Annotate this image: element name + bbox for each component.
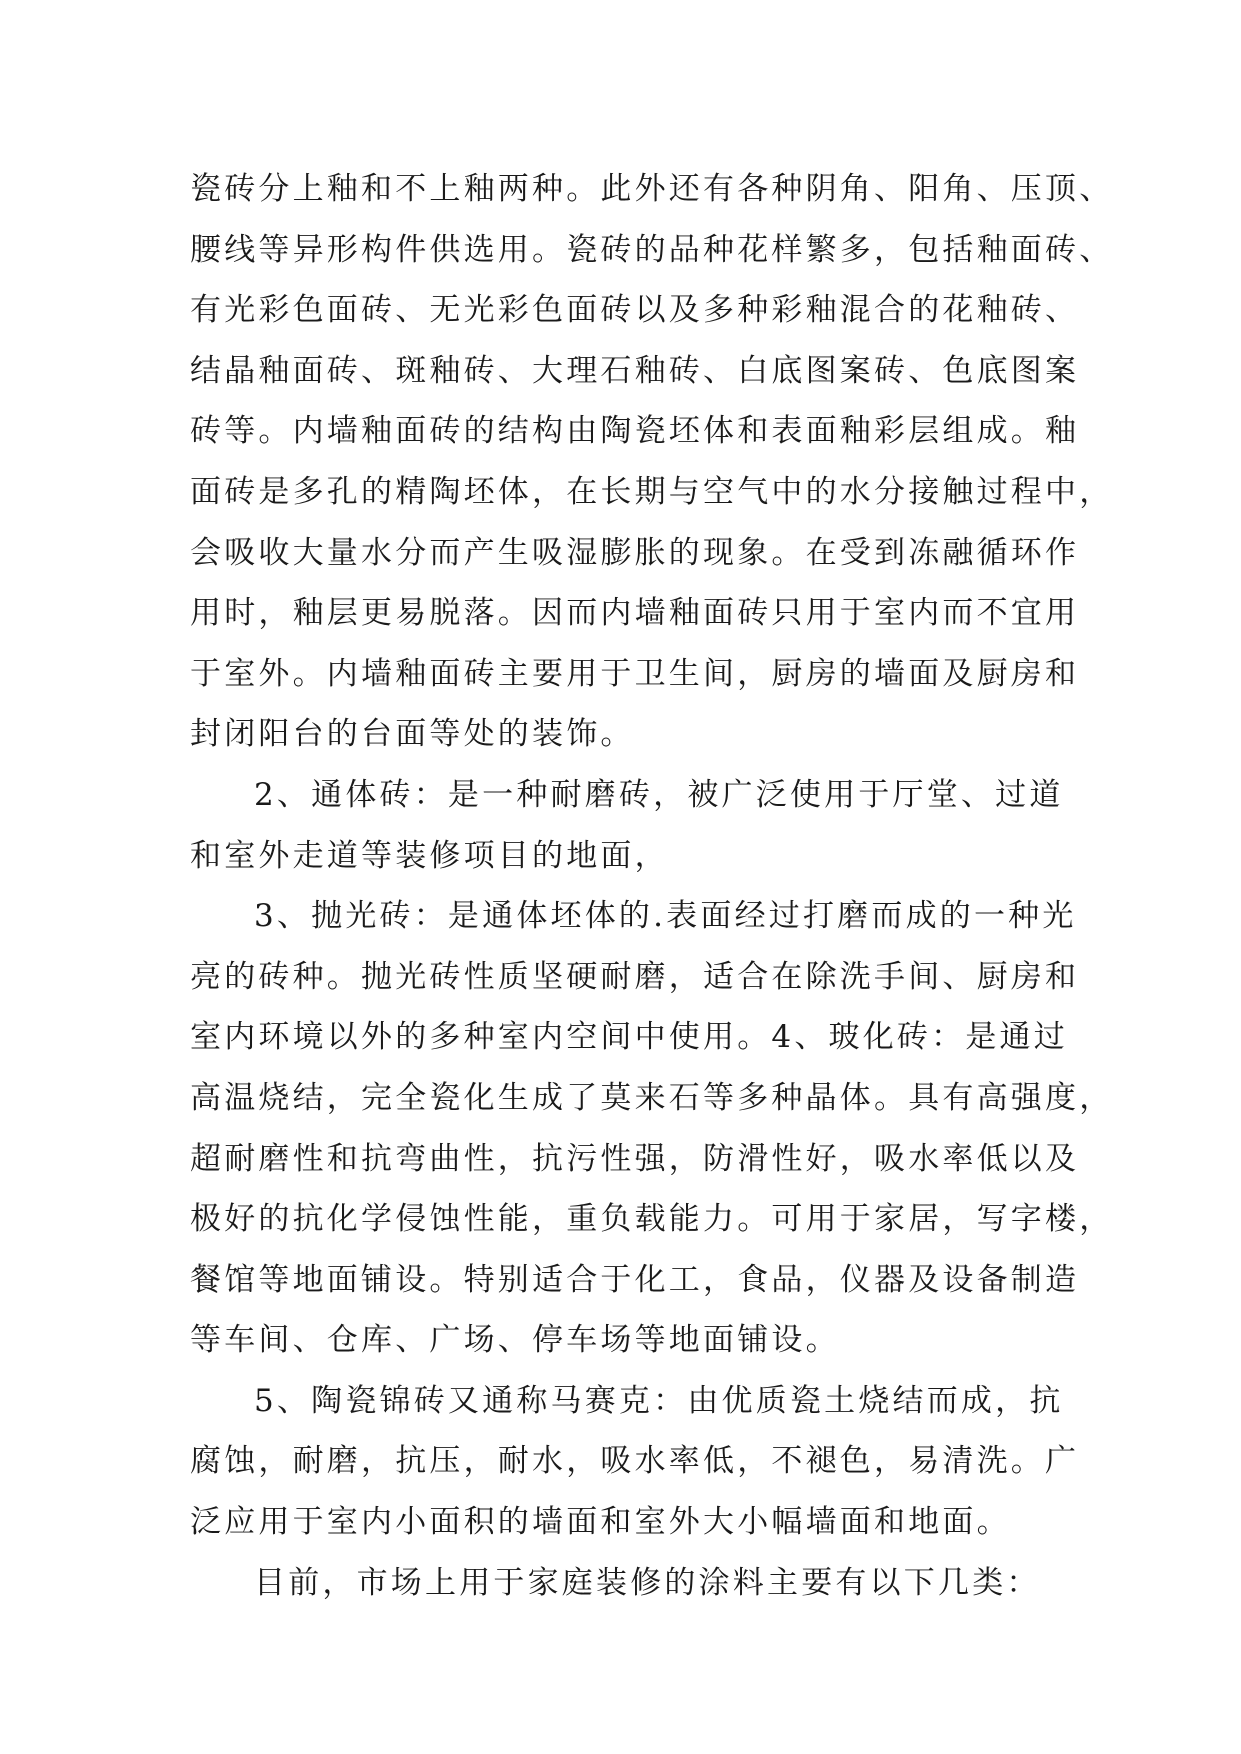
text-line: 和室外走道等装修项目的地面， xyxy=(190,837,669,874)
text-line: 砖等。内墙釉面砖的结构由陶瓷坯体和表面釉彩层组成。釉 xyxy=(190,413,1080,450)
text-line: 有光彩色面砖、无光彩色面砖以及多种彩釉混合的花釉砖、 xyxy=(190,292,1080,329)
text-line: 5、陶瓷锦砖又通称马赛克：由优质瓷土烧结而成，抗 xyxy=(254,1382,1064,1419)
text-line: 结晶釉面砖、斑釉砖、大理石釉砖、白底图案砖、色底图案 xyxy=(190,352,1080,389)
text-line: 会吸收大量水分而产生吸湿膨胀的现象。在受到冻融循环作 xyxy=(190,534,1080,571)
text-line: 瓷砖分上釉和不上釉两种。此外还有各种阴角、阳角、压顶、 xyxy=(190,171,1114,207)
text-line: 泛应用于室内小面积的墙面和室外大小幅墙面和地面。 xyxy=(190,1504,1011,1541)
text-line: 超耐磨性和抗弯曲性，抗污性强，防滑性好，吸水率低以及 xyxy=(190,1140,1080,1177)
text-line: 3、抛光砖：是通体坯体的.表面经过打磨而成的一种光 xyxy=(254,898,1077,935)
text-line: 极好的抗化学侵蚀性能，重负载能力。可用于家居，写字楼， xyxy=(190,1201,1114,1238)
text-line: 面砖是多孔的精陶坯体，在长期与空气中的水分接触过程中， xyxy=(190,473,1114,510)
text-line: 亮的砖种。抛光砖性质坚硬耐磨，适合在除洗手间、厨房和 xyxy=(190,958,1080,995)
text-line: 等车间、仓库、广场、停车场等地面铺设。 xyxy=(190,1322,840,1359)
text-line: 腰线等异形构件供选用。瓷砖的品种花样繁多，包括釉面砖、 xyxy=(190,231,1114,268)
text-line: 腐蚀，耐磨，抗压，耐水，吸水率低，不褪色，易清洗。广 xyxy=(190,1443,1080,1480)
text-line: 高温烧结，完全瓷化生成了莫来石等多种晶体。具有高强度， xyxy=(190,1079,1114,1116)
body-text xyxy=(190,159,1114,1613)
text-line: 目前，市场上用于家庭装修的涂料主要有以下几类： xyxy=(254,1564,1041,1601)
text-line: 室内环境以外的多种室内空间中使用。4、玻化砖：是通过 xyxy=(190,1019,1068,1056)
text-line: 用时，釉层更易脱落。因而内墙釉面砖只用于室内而不宜用 xyxy=(190,595,1080,632)
text-line: 2、通体砖：是一种耐磨砖，被广泛使用于厅堂、过道 xyxy=(254,776,1064,813)
text-line: 于室外。内墙釉面砖主要用于卫生间，厨房的墙面及厨房和 xyxy=(190,655,1080,692)
text-line: 餐馆等地面铺设。特别适合于化工，食品，仪器及设备制造 xyxy=(190,1261,1080,1298)
text-line: 封闭阳台的台面等处的装饰。 xyxy=(190,716,635,753)
